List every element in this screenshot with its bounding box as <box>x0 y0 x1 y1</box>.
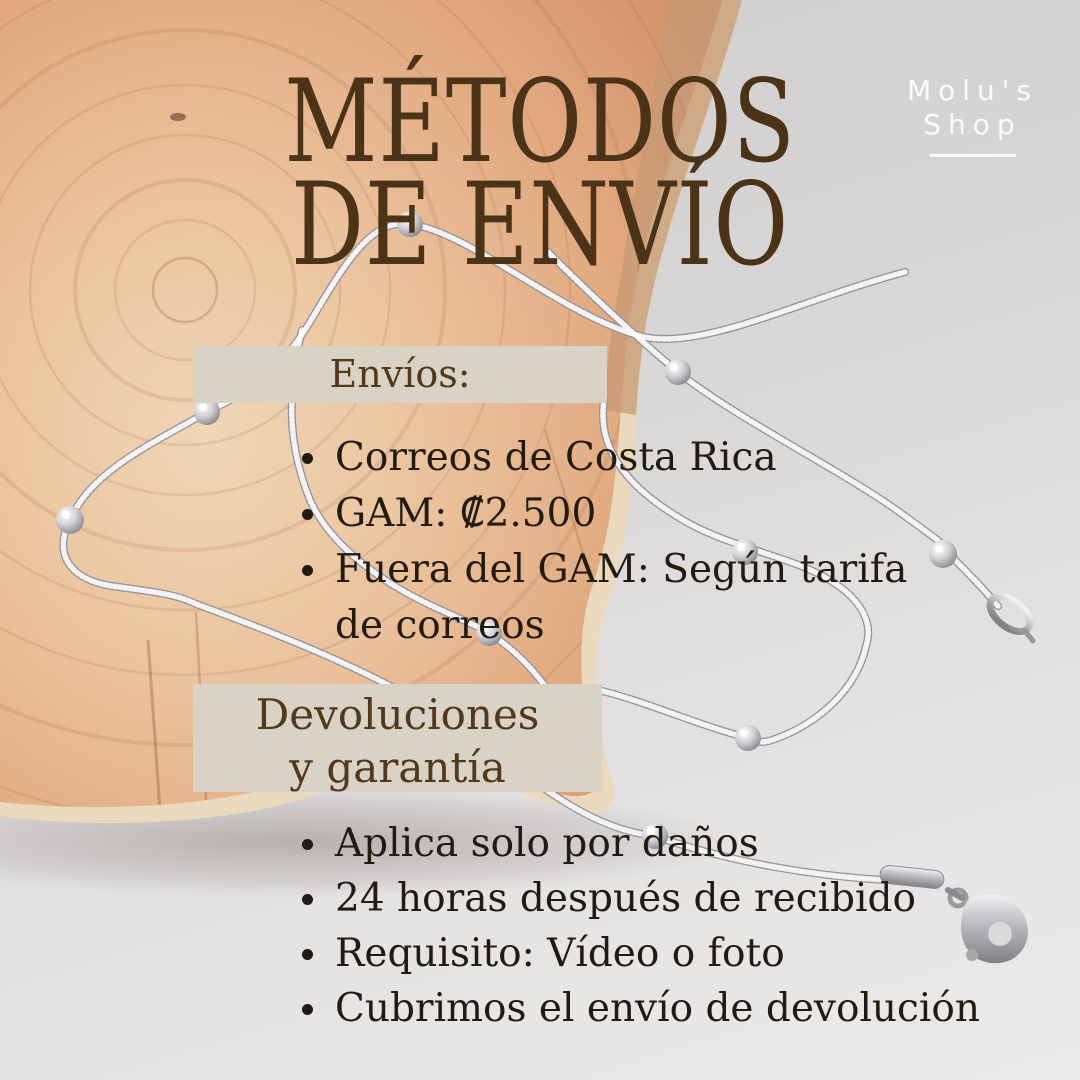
list-item-text: Cubrimos el envío de devolución <box>335 986 980 1031</box>
list-item-text: Requisito: Vídeo o foto <box>335 931 785 976</box>
section-heading-devoluciones <box>193 684 602 792</box>
envios-heading-text: Envíos: <box>329 352 471 396</box>
shipping-list <box>300 430 928 654</box>
page-title <box>0 55 1080 291</box>
devoluciones-heading-line2: y garantía <box>289 743 506 792</box>
brand-name-line1: Molu's <box>906 74 1039 107</box>
bullet-dot <box>302 949 313 960</box>
list-item <box>300 486 928 542</box>
list-item <box>300 816 1045 871</box>
list-item-text: 24 horas después de recibido <box>335 876 916 921</box>
title-line1: MÉTODOS <box>284 55 796 188</box>
devoluciones-heading-line1: Devoluciones <box>255 690 540 739</box>
bullet-dot <box>302 839 313 850</box>
list-item-text: Fuera del GAM: Según tarifa de correos <box>335 547 908 648</box>
bullet-dot <box>302 565 313 576</box>
list-item-text: Aplica solo por daños <box>335 821 759 866</box>
list-item <box>300 430 928 486</box>
returns-list <box>300 816 1045 1036</box>
bullet-dot <box>302 453 313 464</box>
list-item <box>300 871 1045 926</box>
brand-name-line2: Shop <box>923 108 1022 141</box>
list-item-text: Correos de Costa Rica <box>335 435 777 480</box>
section-heading-envios <box>193 346 607 403</box>
list-item <box>300 926 1045 981</box>
list-item <box>300 981 1045 1036</box>
clasp-ring <box>984 590 1036 641</box>
bullet-dot <box>302 894 313 905</box>
list-item <box>300 542 928 654</box>
title-line2: DE ENVÍO <box>290 158 790 291</box>
bullet-dot <box>302 1004 313 1015</box>
list-item-text: GAM: ₡2.500 <box>335 491 597 536</box>
bullet-dot <box>302 509 313 520</box>
